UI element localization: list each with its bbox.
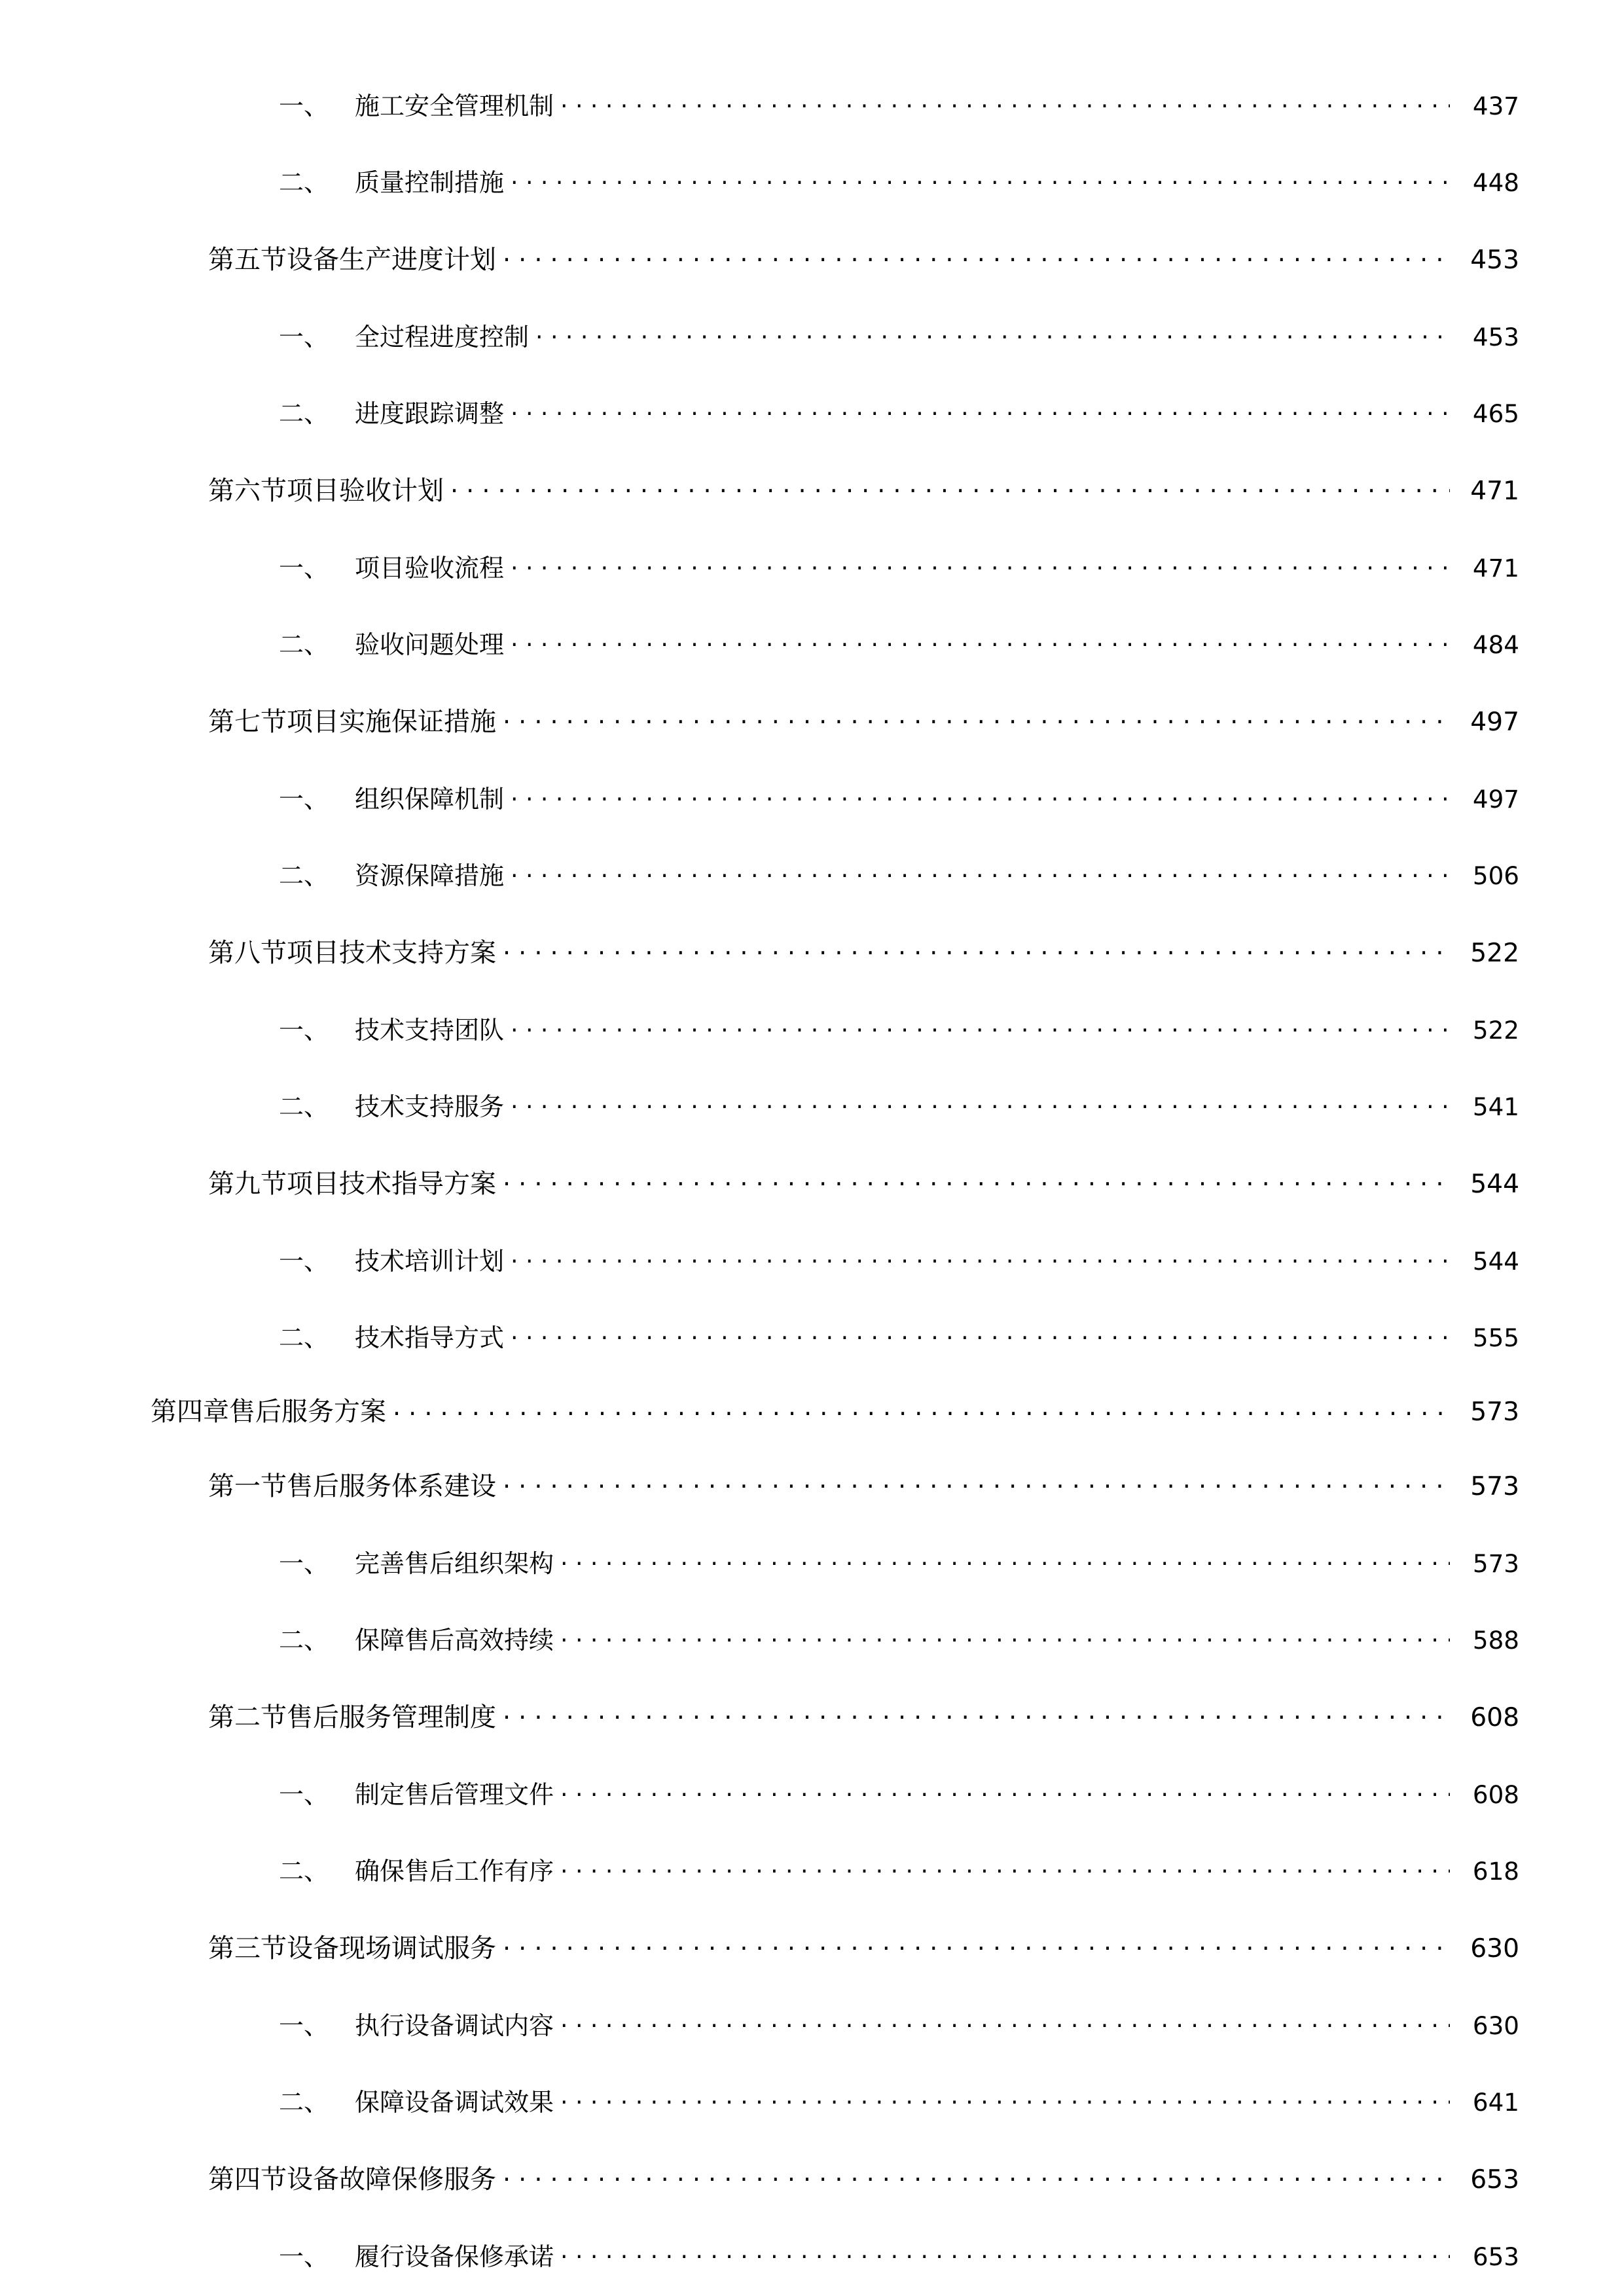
toc-entry-number: 第七节	[208, 707, 287, 737]
toc-entry-page-number: 544	[1470, 1170, 1519, 1199]
toc-entry-title: 设备现场调试服务	[287, 1933, 496, 1964]
toc-leader-dots	[503, 1931, 1450, 1957]
toc-entry-page-number: 437	[1472, 92, 1519, 120]
toc-entry-page-number: 541	[1472, 1092, 1519, 1121]
toc-entry-page-number: 630	[1472, 2011, 1519, 2041]
toc-entry[interactable]	[151, 1374, 1519, 1445]
toc-entry-number: 一、	[279, 1549, 329, 1579]
toc-entry-number: 二、	[279, 1626, 329, 1655]
toc-entry-title: 施工安全管理机制	[355, 92, 554, 120]
toc-entry[interactable]	[151, 1066, 1519, 1143]
toc-entry-number: 一、	[279, 1016, 329, 1045]
toc-entry-page-number: 497	[1470, 708, 1519, 737]
toc-entry-label	[151, 1163, 496, 1200]
toc-entry-page-number: 465	[1472, 399, 1519, 428]
toc-entry-page-number: 506	[1472, 861, 1519, 890]
toc-entry-page-number: 453	[1470, 245, 1519, 275]
toc-entry-page-number: 484	[1472, 630, 1519, 659]
toc-entry[interactable]	[151, 2138, 1519, 2216]
toc-leader-dots	[511, 1090, 1450, 1115]
toc-entry[interactable]	[151, 1907, 1519, 1985]
toc-entry[interactable]	[151, 2062, 1519, 2138]
toc-leader-dots	[560, 2240, 1450, 2265]
toc-entry-title: 保障售后高效持续	[355, 1626, 554, 1655]
toc-leader-dots	[503, 1166, 1450, 1193]
toc-entry[interactable]	[151, 373, 1519, 450]
toc-entry-title: 进度跟踪调整	[355, 399, 505, 428]
toc-entry-label	[151, 701, 496, 738]
toc-entry[interactable]	[151, 1600, 1519, 1676]
toc-entry-title: 技术培训计划	[355, 1247, 505, 1276]
toc-entry-title: 项目实施保证措施	[287, 707, 496, 737]
toc-entry-label	[151, 1696, 496, 1734]
toc-entry-page-number: 555	[1472, 1323, 1519, 1352]
toc-entry[interactable]	[151, 604, 1519, 681]
toc-leader-dots	[511, 783, 1450, 808]
toc-entry-page-number: 453	[1472, 323, 1519, 351]
toc-entry-page-number: 618	[1472, 1857, 1519, 1886]
toc-entry[interactable]	[151, 681, 1519, 759]
toc-entry-page-number: 522	[1470, 939, 1519, 968]
toc-entry-title: 技术指导方式	[355, 1323, 505, 1352]
toc-entry-page-number: 471	[1472, 554, 1519, 583]
toc-entry-label	[151, 2159, 496, 2196]
toc-entry-number: 第六节	[208, 476, 287, 506]
toc-leader-dots	[560, 2009, 1450, 2034]
toc-entry[interactable]	[151, 1297, 1519, 1374]
toc-entry-page-number: 448	[1472, 168, 1519, 197]
toc-entry[interactable]	[151, 1523, 1519, 1600]
toc-leader-dots	[560, 1547, 1450, 1572]
toc-entry-title: 组织保障机制	[355, 785, 505, 814]
toc-leader-dots	[560, 1778, 1450, 1803]
table-of-contents	[151, 65, 1519, 2293]
toc-leader-dots	[535, 321, 1450, 346]
toc-entry-label	[151, 1543, 554, 1579]
toc-leader-dots	[560, 90, 1450, 115]
toc-leader-dots	[503, 242, 1450, 268]
toc-entry[interactable]	[151, 1676, 1519, 1754]
toc-leader-dots	[450, 473, 1450, 499]
toc-entry-page-number: 573	[1472, 1549, 1519, 1579]
toc-entry-page-number: 608	[1472, 1780, 1519, 1810]
toc-leader-dots	[511, 397, 1450, 422]
toc-entry-page-number: 522	[1472, 1016, 1519, 1045]
toc-entry-page-number: 641	[1472, 2088, 1519, 2117]
toc-entry-number: 第二节	[208, 1702, 287, 1733]
toc-entry-page-number: 630	[1470, 1934, 1519, 1964]
toc-entry-label	[151, 1010, 504, 1046]
toc-leader-dots	[560, 1624, 1450, 1649]
toc-entry[interactable]	[151, 450, 1519, 528]
toc-entry-title: 售后服务体系建设	[287, 1471, 496, 1502]
toc-entry-title: 验收问题处理	[355, 630, 505, 659]
toc-entry[interactable]	[151, 296, 1519, 373]
toc-entry[interactable]	[151, 528, 1519, 604]
toc-leader-dots	[503, 935, 1450, 961]
toc-leader-dots	[393, 1394, 1450, 1420]
toc-entry-title: 全过程进度控制	[355, 323, 530, 351]
toc-entry-label	[151, 1399, 386, 1425]
toc-entry-page-number: 544	[1472, 1247, 1519, 1276]
toc-entry-label	[151, 1241, 504, 1277]
toc-entry-number: 一、	[279, 323, 329, 351]
toc-entry-page-number: 573	[1470, 1472, 1519, 1502]
toc-entry-title: 售后服务管理制度	[287, 1702, 496, 1733]
toc-entry-title: 执行设备调试内容	[355, 2011, 554, 2041]
toc-entry-label	[151, 624, 504, 660]
toc-entry-title: 项目验收流程	[355, 554, 505, 583]
toc-leader-dots	[511, 166, 1450, 191]
toc-entry-label	[151, 548, 504, 584]
toc-entry-label	[151, 1465, 496, 1503]
toc-entry-label	[151, 162, 504, 198]
toc-entry-title: 项目技术支持方案	[287, 938, 496, 968]
toc-entry-page-number: 653	[1470, 2165, 1519, 2195]
toc-entry-title: 确保售后工作有序	[355, 1857, 554, 1886]
toc-entry-title: 保障设备调试效果	[355, 2088, 554, 2117]
toc-entry-number: 第九节	[208, 1169, 287, 1199]
toc-entry[interactable]	[151, 835, 1519, 912]
toc-entry-title: 完善售后组织架构	[355, 1549, 554, 1579]
toc-entry[interactable]	[151, 1143, 1519, 1221]
toc-entry-number: 一、	[279, 92, 329, 120]
toc-leader-dots	[503, 1469, 1450, 1495]
toc-entry-label	[151, 317, 529, 353]
toc-entry-number: 一、	[279, 2242, 329, 2272]
toc-entry-number: 第一节	[208, 1471, 287, 1502]
toc-entry-title: 质量控制措施	[355, 168, 505, 197]
toc-entry-number: 二、	[279, 1857, 329, 1886]
toc-entry[interactable]	[151, 1831, 1519, 1907]
toc-entry[interactable]	[151, 1445, 1519, 1523]
toc-leader-dots	[560, 2086, 1450, 2111]
toc-leader-dots	[503, 1700, 1450, 1726]
toc-entry[interactable]	[151, 1754, 1519, 1831]
toc-entry-label	[151, 779, 504, 815]
toc-entry[interactable]	[151, 990, 1519, 1066]
toc-entry-number: 二、	[279, 2088, 329, 2117]
toc-entry[interactable]	[151, 219, 1519, 296]
toc-leader-dots	[511, 1321, 1450, 1346]
toc-entry-label	[151, 1851, 554, 1887]
toc-entry-number: 第三节	[208, 1933, 287, 1964]
toc-entry-label	[151, 2082, 554, 2118]
toc-entry-number: 一、	[279, 554, 329, 583]
toc-entry-number: 一、	[279, 2011, 329, 2041]
toc-leader-dots	[511, 859, 1450, 884]
toc-entry-number: 二、	[279, 630, 329, 659]
toc-entry-number: 二、	[279, 168, 329, 197]
toc-entry-label	[151, 932, 496, 969]
toc-entry-label	[151, 2005, 554, 2041]
toc-entry-label	[151, 855, 504, 891]
toc-entry[interactable]	[151, 65, 1519, 142]
toc-entry-label	[151, 1928, 496, 1965]
toc-entry-page-number: 471	[1470, 476, 1519, 506]
toc-entry-number: 一、	[279, 1247, 329, 1276]
toc-entry-number: 第四章	[151, 1397, 229, 1427]
toc-leader-dots	[511, 552, 1450, 577]
toc-leader-dots	[511, 628, 1450, 653]
toc-entry[interactable]	[151, 912, 1519, 990]
toc-entry-number: 第五节	[208, 245, 287, 275]
toc-leader-dots	[511, 1014, 1450, 1039]
toc-entry-title: 项目验收计划	[287, 476, 444, 506]
toc-entry[interactable]	[151, 1221, 1519, 1297]
toc-entry[interactable]	[151, 1985, 1519, 2062]
toc-entry-title: 设备生产进度计划	[287, 245, 496, 275]
toc-entry-label	[151, 1620, 554, 1656]
toc-leader-dots	[560, 1855, 1450, 1880]
toc-entry-label	[151, 1774, 554, 1810]
toc-entry-title: 设备故障保修服务	[287, 2164, 496, 2195]
toc-entry-label	[151, 239, 496, 276]
toc-entry-title: 资源保障措施	[355, 861, 505, 890]
toc-entry-number: 二、	[279, 1323, 329, 1352]
toc-entry-title: 履行设备保修承诺	[355, 2242, 554, 2272]
toc-entry-number: 第八节	[208, 938, 287, 968]
toc-entry-number: 一、	[279, 1780, 329, 1810]
toc-entry-title: 售后服务方案	[229, 1397, 386, 1427]
toc-entry-page-number: 608	[1470, 1703, 1519, 1733]
toc-entry-page-number: 573	[1470, 1397, 1519, 1427]
toc-leader-dots	[503, 2162, 1450, 2188]
toc-entry-title: 项目技术指导方案	[287, 1169, 496, 1199]
toc-entry-title: 技术支持团队	[355, 1016, 505, 1045]
toc-entry-title: 技术支持服务	[355, 1092, 505, 1121]
toc-entry[interactable]	[151, 142, 1519, 219]
toc-entry-label	[151, 1318, 504, 1354]
toc-entry-label	[151, 2236, 554, 2272]
toc-entry-label	[151, 393, 504, 429]
toc-entry-number: 第四节	[208, 2164, 287, 2195]
toc-entry-label	[151, 86, 554, 122]
toc-entry-number: 一、	[279, 785, 329, 814]
toc-leader-dots	[503, 704, 1450, 730]
toc-entry-label	[151, 470, 444, 507]
toc-entry-number: 二、	[279, 861, 329, 890]
toc-entry-number: 二、	[279, 399, 329, 428]
toc-entry-title: 制定售后管理文件	[355, 1780, 554, 1810]
toc-entry-page-number: 588	[1472, 1626, 1519, 1655]
toc-entry[interactable]	[151, 759, 1519, 835]
toc-entry-page-number: 497	[1472, 785, 1519, 814]
toc-entry-number: 二、	[279, 1092, 329, 1121]
toc-entry-label	[151, 1086, 504, 1122]
toc-entry[interactable]	[151, 2216, 1519, 2293]
toc-entry-page-number: 653	[1472, 2242, 1519, 2272]
toc-leader-dots	[511, 1245, 1450, 1270]
